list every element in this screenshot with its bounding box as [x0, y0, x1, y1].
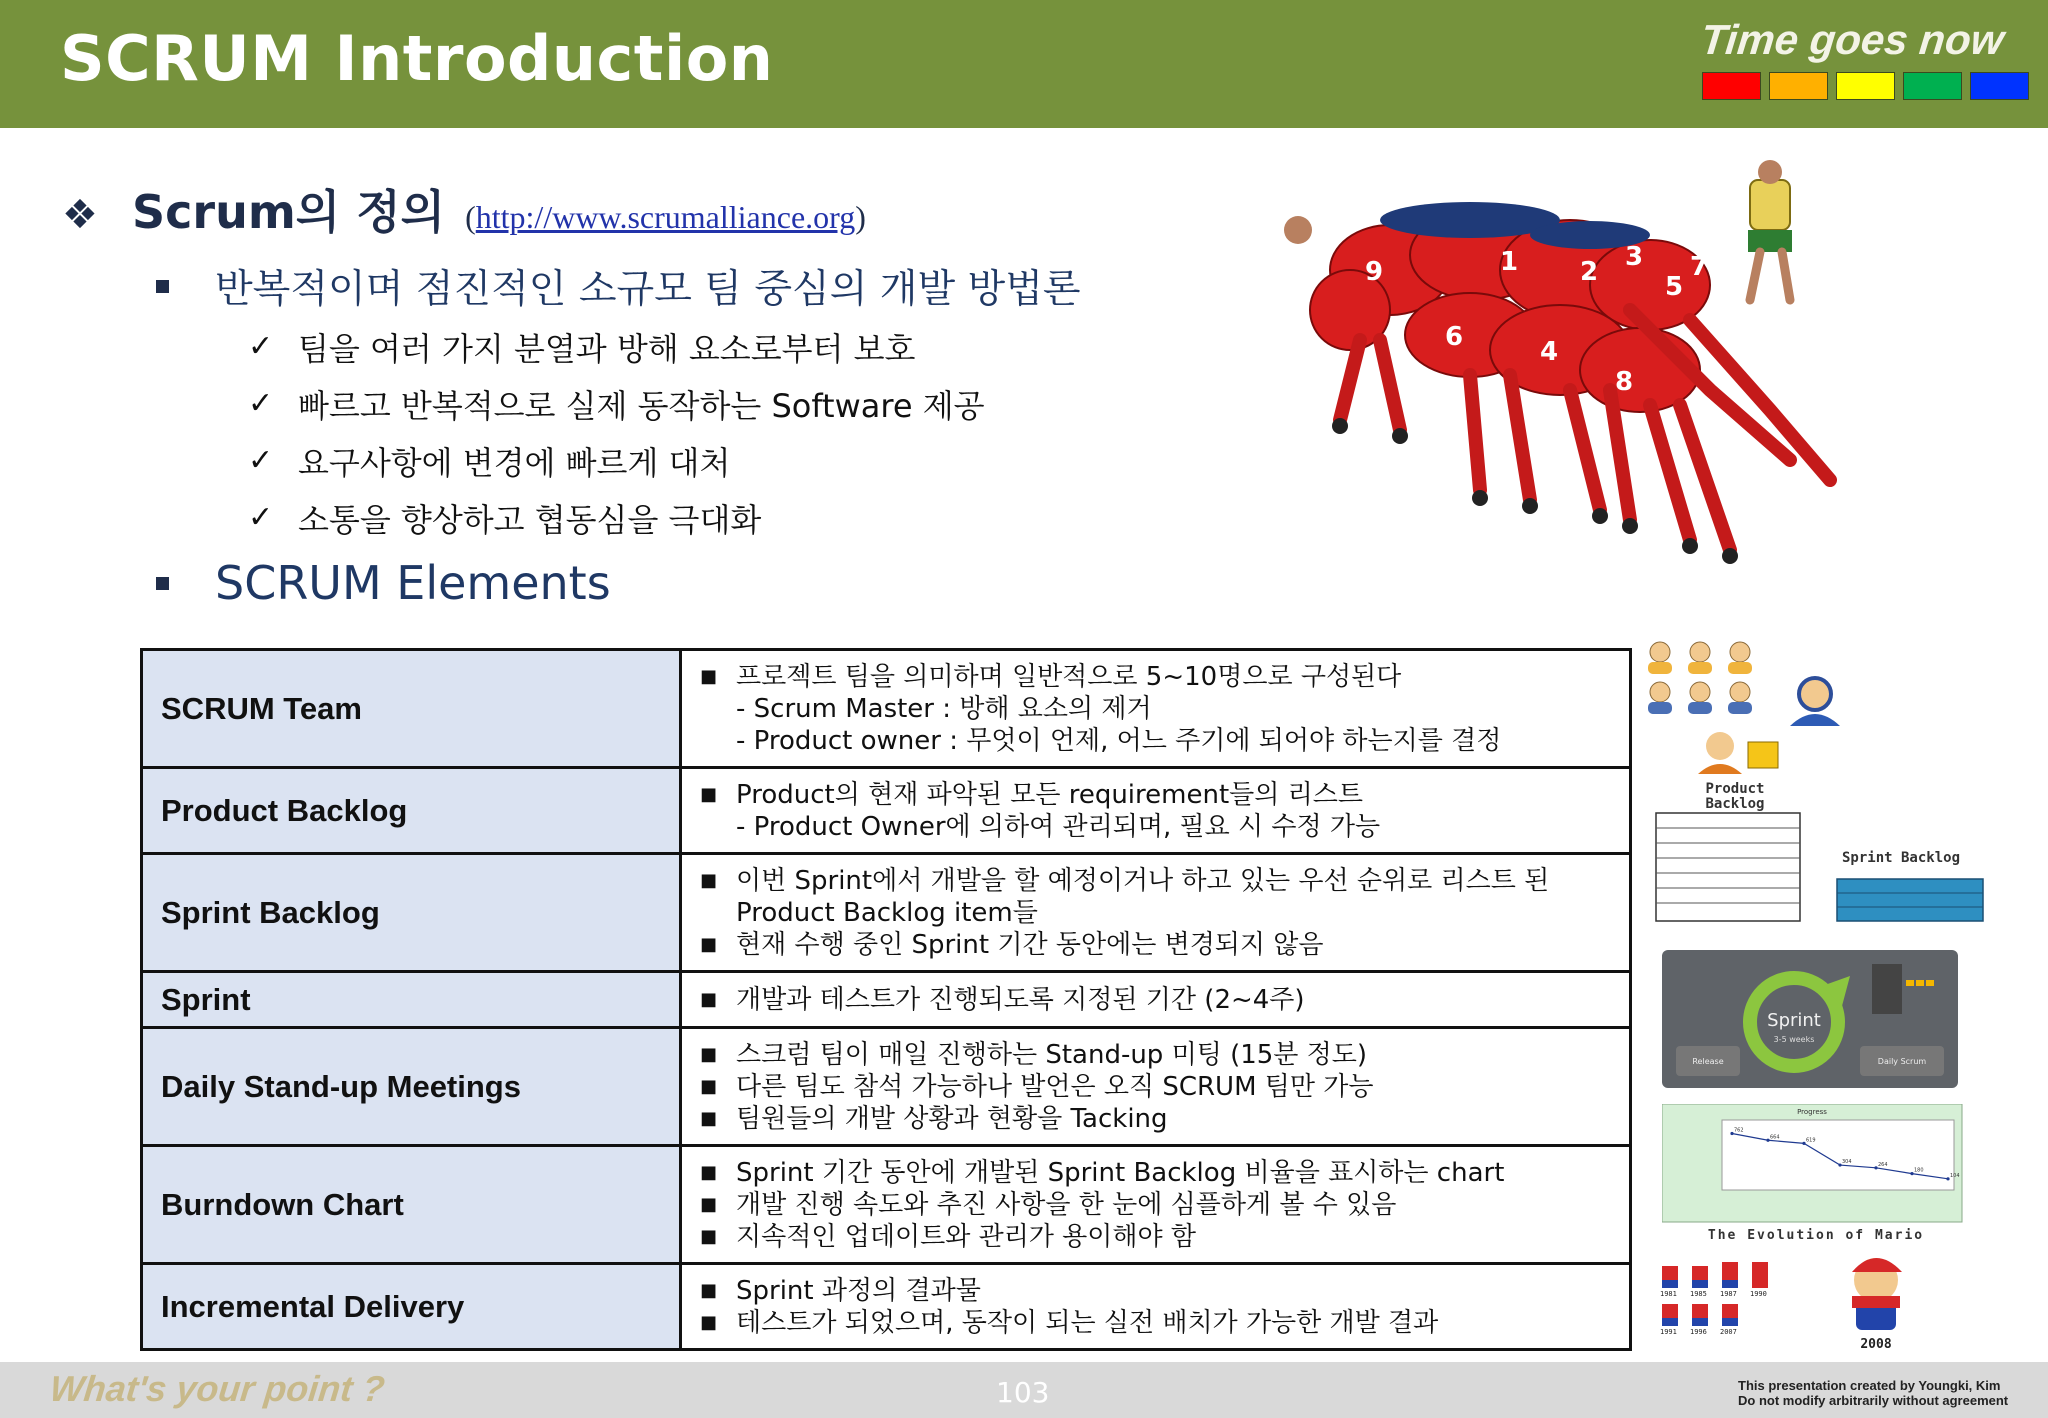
- release-label: Release: [1692, 1057, 1724, 1066]
- progress-value-label: 264: [1878, 1161, 1888, 1168]
- element-name: Product Backlog: [142, 768, 681, 854]
- point-item: [248, 489, 985, 546]
- element-description: [681, 972, 1631, 1028]
- scrum-team-people-icon: [1640, 636, 1870, 776]
- description-text: 스크럼 팀이 매일 진행하는 Stand-up 미팅 (15분 정도): [736, 1039, 1368, 1070]
- progress-value-label: 104: [1950, 1172, 1960, 1179]
- element-description: [681, 1028, 1631, 1146]
- description-line: [700, 1103, 1615, 1135]
- svg-text:2: 2: [1580, 257, 1599, 287]
- description-text: 다른 팀도 참석 가능하나 발언은 오직 SCRUM 팀만 가능: [736, 1071, 1374, 1102]
- daily-scrum-label: Daily Scrum: [1877, 1057, 1927, 1066]
- table-row: [142, 1028, 1631, 1146]
- progress-value-label: 180: [1914, 1167, 1924, 1174]
- slide-title: SCRUM Introduction: [60, 22, 774, 95]
- color-swatch: [1903, 72, 1962, 100]
- description-line: [700, 1039, 1615, 1071]
- table-row: [142, 650, 1631, 768]
- description-text: 현재 수행 중인 Sprint 기간 동안에는 변경되지 않음: [736, 929, 1324, 960]
- element-name: SCRUM Team: [142, 650, 681, 768]
- reference-link: [465, 199, 866, 236]
- definition-heading: [62, 176, 866, 242]
- sprint-cycle-diagram: [1662, 950, 1960, 1090]
- description-line: [700, 929, 1615, 961]
- color-swatches: [1702, 72, 2029, 100]
- square-bullet-icon: [156, 280, 169, 293]
- element-description: [681, 1146, 1631, 1264]
- description-line: [700, 1189, 1615, 1221]
- description-line: [700, 1157, 1615, 1189]
- bullet-icon: ■: [700, 1107, 718, 1129]
- point-item: [248, 375, 985, 432]
- definition-summary: [156, 258, 1081, 314]
- square-bullet-icon: [156, 577, 169, 590]
- mario-2008-label: 2008: [1860, 1337, 1892, 1350]
- description-line: [700, 1071, 1615, 1103]
- sprint-cycle-label: Sprint: [1767, 1010, 1821, 1031]
- burndown-chart-thumbnail: [1662, 1104, 1964, 1224]
- element-description: [681, 1264, 1631, 1350]
- description-subline: - Product owner : 무엇이 언제, 어느 주기에 되어야 하는지를 결정: [736, 725, 1502, 756]
- credit-line: Do not modify arbitrarily without agreement: [1738, 1393, 2009, 1408]
- bullet-icon: ■: [700, 1311, 718, 1333]
- elements-heading: [156, 556, 611, 610]
- sprint-backlog-list-icon: [1836, 878, 1986, 924]
- bullet-icon: ■: [700, 933, 718, 955]
- table-row: [142, 854, 1631, 972]
- mario-caption: The Evolution of Mario: [1707, 1228, 1925, 1243]
- mario-year: 1991: [1660, 1328, 1677, 1336]
- bullet-icon: ■: [700, 783, 718, 805]
- description-line: [700, 1221, 1615, 1253]
- description-text: 지속적인 업데이트와 관리가 용이해야 함: [736, 1221, 1197, 1252]
- link-paren-open: (: [465, 199, 476, 235]
- footer-bar: [0, 1362, 2048, 1418]
- element-name: Incremental Delivery: [142, 1264, 681, 1350]
- bullet-icon: ■: [700, 1279, 718, 1301]
- description-line: [700, 779, 1615, 811]
- point-item: [248, 318, 985, 375]
- svg-text:1: 1: [1500, 247, 1519, 277]
- color-swatch: [1769, 72, 1828, 100]
- bullet-icon: ■: [700, 1193, 718, 1215]
- element-name: Burndown Chart: [142, 1146, 681, 1264]
- element-description: [681, 650, 1631, 768]
- bullet-icon: ■: [700, 665, 718, 687]
- mario-year: 2007: [1720, 1328, 1737, 1336]
- svg-text:5: 5: [1665, 272, 1684, 302]
- check-icon: ✓: [248, 500, 274, 535]
- mario-year: 1990: [1750, 1290, 1767, 1298]
- bullet-icon: ■: [700, 1225, 718, 1247]
- description-line: [700, 1275, 1615, 1307]
- title-bar: [0, 0, 2048, 128]
- description-text: 테스트가 되었으며, 동작이 되는 실전 배치가 가능한 개발 결과: [736, 1307, 1439, 1338]
- description-subline: - Product Owner에 의하여 관리되며, 필요 시 수정 가능: [736, 811, 1381, 842]
- link-paren-close: ): [855, 199, 866, 235]
- product-backlog-list-icon: [1655, 812, 1805, 924]
- footer-slogan: What's your point ?: [47, 1368, 387, 1409]
- progress-value-label: 619: [1806, 1137, 1816, 1144]
- sprint-backlog-caption: Sprint Backlog: [1842, 850, 1961, 866]
- table-row: [142, 768, 1631, 854]
- svg-text:3: 3: [1625, 242, 1644, 272]
- element-description: [681, 854, 1631, 972]
- product-backlog-caption: Product Backlog: [1705, 781, 1765, 812]
- mario-year: 1996: [1690, 1328, 1707, 1336]
- diamond-bullet-icon: ❖: [62, 192, 98, 238]
- description-line: [700, 984, 1615, 1016]
- scrumalliance-link[interactable]: http://www.scrumalliance.org: [475, 199, 856, 235]
- progress-value-label: 304: [1842, 1159, 1852, 1166]
- description-text: 이번 Sprint에서 개발을 할 예정이거나 하고 있는 우선 순위로 리스트 된 Product Backlog item들: [736, 865, 1550, 928]
- bullet-icon: ■: [700, 869, 718, 891]
- scrum-elements-table: [140, 648, 1632, 1351]
- table-row: [142, 1264, 1631, 1350]
- svg-text:4: 4: [1540, 337, 1559, 367]
- description-text: Sprint 과정의 결과물: [736, 1275, 981, 1306]
- definition-title: Scrum의 정의: [132, 185, 446, 239]
- description-line: [700, 1307, 1615, 1339]
- description-line: [700, 661, 1615, 693]
- svg-text:6: 6: [1445, 322, 1464, 352]
- color-swatch: [1970, 72, 2029, 100]
- elements-heading-text: SCRUM Elements: [215, 556, 611, 610]
- description-text: Product의 현재 파악된 모든 requirement들의 리스트: [736, 779, 1363, 810]
- check-icon: ✓: [248, 386, 274, 421]
- check-icon: ✓: [248, 329, 274, 364]
- description-text: 개발과 테스트가 진행되도록 지정된 기간 (2~4주): [736, 984, 1305, 1015]
- point-text: 팀을 여러 가지 분열과 방해 요소로부터 보호: [298, 329, 916, 368]
- svg-text:8: 8: [1615, 367, 1634, 397]
- mario-evolution-illustration: [1656, 1250, 1956, 1350]
- check-icon: ✓: [248, 443, 274, 478]
- svg-text:7: 7: [1690, 252, 1709, 282]
- description-text: Sprint 기간 동안에 개발된 Sprint Backlog 비율을 표시하는 chart: [736, 1157, 1505, 1188]
- element-name: Sprint: [142, 972, 681, 1028]
- mario-year: 1985: [1690, 1290, 1707, 1298]
- description-text: 팀원들의 개발 상황과 현황을 Tacking: [736, 1103, 1168, 1134]
- table-row: [142, 1146, 1631, 1264]
- point-text: 요구사항에 변경에 빠르게 대처: [298, 443, 731, 482]
- color-swatch: [1836, 72, 1895, 100]
- description-text: 프로젝트 팀을 의미하며 일반적으로 5~10명으로 구성된다: [736, 661, 1402, 692]
- bullet-icon: ■: [700, 1075, 718, 1097]
- bullet-icon: ■: [700, 1043, 718, 1065]
- description-line: [700, 865, 1615, 929]
- bullet-icon: ■: [700, 988, 718, 1010]
- description-subline: - Scrum Master : 방해 요소의 제거: [736, 693, 1152, 724]
- point-item: [248, 432, 985, 489]
- page-number: 103: [996, 1376, 1050, 1409]
- rugby-scrum-illustration: [1270, 160, 1910, 610]
- description-text: 개발 진행 속도와 추진 사항을 한 눈에 심플하게 볼 수 있음: [736, 1189, 1397, 1220]
- definition-points: [248, 318, 985, 546]
- point-text: 빠르고 반복적으로 실제 동작하는 Software 제공: [298, 386, 985, 425]
- progress-value-label: 762: [1734, 1127, 1744, 1134]
- table-row: [142, 972, 1631, 1028]
- element-name: Daily Stand-up Meetings: [142, 1028, 681, 1146]
- summary-text: 반복적이며 점진적인 소규모 팀 중심의 개발 방법론: [215, 267, 1081, 312]
- element-description: [681, 768, 1631, 854]
- mario-year: 1981: [1660, 1290, 1677, 1298]
- tagline: Time goes now: [1698, 16, 2007, 63]
- svg-text:9: 9: [1365, 257, 1384, 287]
- progress-value-label: 664: [1770, 1134, 1780, 1141]
- point-text: 소통을 향상하고 협동심을 극대화: [298, 500, 762, 539]
- element-name: Sprint Backlog: [142, 854, 681, 972]
- color-swatch: [1702, 72, 1761, 100]
- bullet-icon: ■: [700, 1161, 718, 1183]
- mario-year: 1987: [1720, 1290, 1737, 1298]
- sprint-weeks-label: 3-5 weeks: [1773, 1035, 1815, 1044]
- credit-line: This presentation created by Youngki, Kim: [1738, 1378, 2001, 1393]
- progress-title: Progress: [1797, 1108, 1827, 1116]
- footer-credit: [1738, 1378, 2008, 1408]
